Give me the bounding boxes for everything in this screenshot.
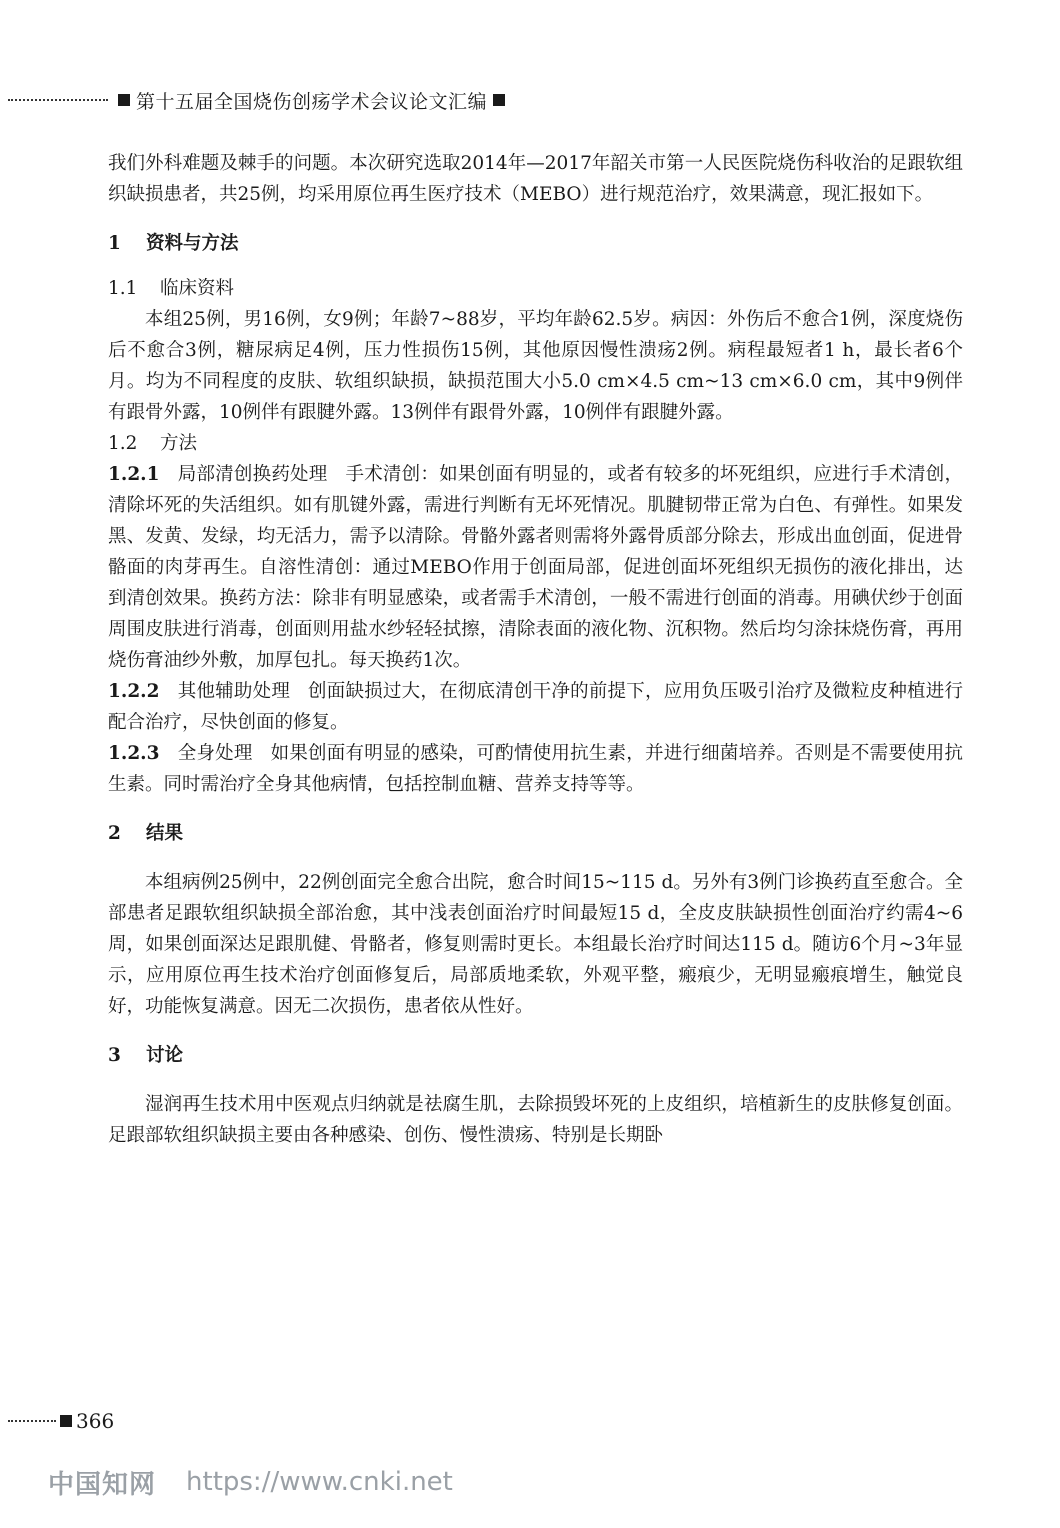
section-1-heading: 1 资料与方法 — [108, 233, 239, 254]
page-number: 366 — [76, 1409, 115, 1433]
running-title: 第十五届全国烧伤创疡学术会议论文汇编 — [136, 90, 488, 113]
page-footer — [8, 1406, 114, 1436]
running-header — [8, 86, 608, 114]
section-1-2-1-paragraph: 1.2.1 局部清创换药处理 手术清创：如果创面有明显的，或者有较多的坏死组织，应进行手术清创，清除坏死的失活组织。如有肌键外露，需进行判断有无坏死情况。肌腱韧带正常为白色、有弹性。如果发黑、发黄、发绿，均无活力，需予以清除。骨骼外露者则需将外露骨质部分除去，形成出血创面，促进骨骼面的肉芽再生。自溶性清创：通过MEBO作用于创面局部，促进创面坏死组织无损伤的液化排出，达到清创效果。换药方法：除非有明显感染，或者需手术清创，一般不需进行创面的消毒。用碘伏纱于创面周围皮肤进行消毒，创面则用盐水纱轻轻拭擦，清除表面的液化物、沉积物。然后均匀涂抹烧伤膏，再用烧伤膏油纱外敷，加厚包扎。每天换药1次。 — [108, 464, 963, 671]
header-dotted-rule — [8, 99, 108, 101]
watermark-brand: 中国知网 — [48, 1469, 157, 1500]
section-1-2-2-paragraph: 1.2.2 其他辅助处理 创面缺损过大，在彻底清创干净的前提下，应用负压吸引治疗及微粒皮种植进行配合治疗，尽快创面的修复。 — [108, 681, 963, 733]
header-square-bullet-right — [493, 94, 505, 106]
section-2-text: 本组病例25例中，22例创面完全愈合出院，愈合时间15~115 d。另外有3例门诊换药直至愈合。全部患者足跟软组织缺损全部治愈，其中浅表创面治疗时间最短15 d，全皮皮肤缺损性创面治疗约需4~6周，如果创面深达足跟肌健、骨骼者，修复则需时更长。本组最长治疗时间达115 d。随访6个月~3年显示，应用原位再生技术治疗创面修复后，局部质地柔软，外观平整，瘢痕少，无明显瘢痕增生，触觉良好，功能恢复满意。因无二次损伤，患者依从性好。 — [108, 872, 963, 1017]
section-1-1-heading: 1.1 临床资料 — [108, 278, 235, 299]
section-1-1-text: 本组25例，男16例，女9例；年龄7~88岁，平均年龄62.5岁。病因：外伤后不愈合1例，深度烧伤后不愈合3例，糖尿病足4例，压力性损伤15例，其他原因慢性溃疡2例。病程最短者1 h，最长者6个月。均为不同程度的皮肤、软组织缺损，缺损范围大小5.0 cm×4.5 cm~13 cm×6.0 cm，其中9例伴有跟骨外露，10例伴有跟腱外露。13例伴有跟骨外露，10例伴有跟腱外露。 — [108, 309, 963, 423]
cnki-watermark — [48, 1462, 453, 1502]
intro-paragraph: 我们外科难题及棘手的问题。本次研究选取2014年—2017年韶关市第一人民医院烧伤科收治的足跟软组织缺损患者，共25例，均采用原位再生医疗技术（MEBO）进行规范治疗，效果满意，现汇报如下。 — [108, 153, 963, 205]
article-body — [108, 148, 963, 1151]
section-3-text: 湿润再生技术用中医观点归纳就是祛腐生肌，去除损毁坏死的上皮组织，培植新生的皮肤修复创面。足跟部软组织缺损主要由各种感染、创伤、慢性溃疡、特别是长期卧 — [108, 1094, 963, 1146]
watermark-url: https://www.cnki.net — [186, 1467, 453, 1497]
section-2-heading: 2 结果 — [108, 823, 184, 844]
footer-dotted-rule — [8, 1420, 56, 1422]
section-3-heading: 3 讨论 — [108, 1045, 184, 1066]
section-1-2-heading: 1.2 方法 — [108, 433, 198, 454]
section-1-2-3-paragraph: 1.2.3 全身处理 如果创面有明显的感染，可酌情使用抗生素，并进行细菌培养。否则是不需要使用抗生素。同时需治疗全身其他病情，包括控制血糖、营养支持等等。 — [108, 743, 963, 795]
header-square-bullet-left — [118, 94, 130, 106]
footer-square-bullet — [60, 1415, 72, 1427]
